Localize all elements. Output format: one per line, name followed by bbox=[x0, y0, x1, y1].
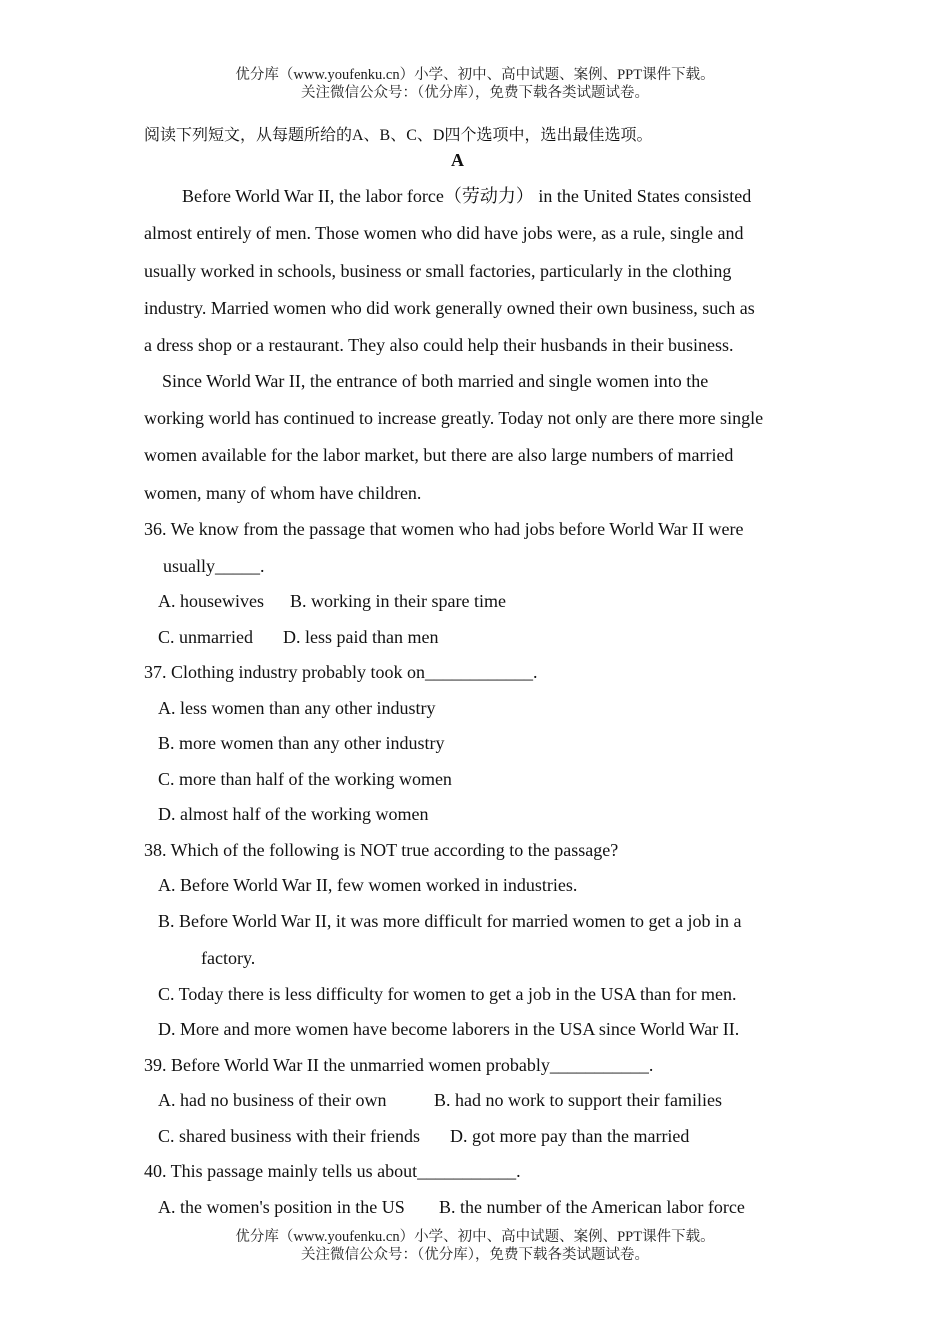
question-36-stem-cont: usually_____. bbox=[163, 556, 265, 576]
question-39-stem: 39. Before World War II the unmarried women probably___________. bbox=[144, 1055, 654, 1075]
q40-option-b[interactable]: B. the number of the American labor force bbox=[439, 1197, 745, 1217]
q37-option-c[interactable]: C. more than half of the working women bbox=[158, 769, 452, 789]
page-footer bbox=[0, 1228, 950, 1264]
passage-line: working world has continued to increase greatly. Today not only are there more single bbox=[144, 408, 764, 428]
passage-line: industry. Married women who did work generally owned their own business, such as bbox=[144, 298, 755, 318]
q36-option-c[interactable]: C. unmarried bbox=[158, 627, 253, 647]
q36-option-b[interactable]: B. working in their spare time bbox=[290, 591, 506, 611]
question-38-stem: 38. Which of the following is NOT true according to the passage? bbox=[144, 840, 619, 860]
q37-option-b[interactable]: B. more women than any other industry bbox=[158, 733, 445, 753]
question-40-options-row-1 bbox=[158, 1196, 745, 1218]
question-39-options-row-2 bbox=[158, 1125, 689, 1147]
q38-option-b-cont: factory. bbox=[201, 948, 256, 968]
q38-option-d[interactable]: D. More and more women have become laborers in the USA since World War II. bbox=[158, 1019, 740, 1039]
passage-line: a dress shop or a restaurant. They also could help their husbands in their business. bbox=[144, 335, 734, 355]
q38-option-b[interactable]: B. Before World War II, it was more difficult for married women to get a job in a bbox=[158, 911, 742, 931]
q39-option-c[interactable]: C. shared business with their friends bbox=[158, 1126, 420, 1146]
passage-line: women, many of whom have children. bbox=[144, 483, 422, 503]
q37-option-a[interactable]: A. less women than any other industry bbox=[158, 698, 436, 718]
question-40-stem: 40. This passage mainly tells us about___________. bbox=[144, 1161, 521, 1181]
header-line-1: 优分库（www.youfenku.cn）小学、初中、高中试题、案例、PPT课件下载。 bbox=[235, 67, 715, 83]
passage-line: usually worked in schools, business or small factories, particularly in the clothing bbox=[144, 261, 732, 281]
question-36-options-row-2 bbox=[158, 626, 438, 648]
question-36-options-row-1 bbox=[158, 590, 506, 612]
q37-option-d[interactable]: D. almost half of the working women bbox=[158, 804, 429, 824]
footer-line-1: 优分库（www.youfenku.cn）小学、初中、高中试题、案例、PPT课件下载。 bbox=[235, 1229, 715, 1245]
page-header bbox=[0, 66, 950, 102]
passage-line: Since World War II, the entrance of both married and single women into the bbox=[162, 371, 709, 391]
q38-option-a[interactable]: A. Before World War II, few women worked in industries. bbox=[158, 875, 578, 895]
passage-line: almost entirely of men. Those women who did have jobs were, as a rule, single and bbox=[144, 223, 744, 243]
q36-option-a[interactable]: A. housewives bbox=[158, 591, 264, 611]
q39-option-a[interactable]: A. had no business of their own bbox=[158, 1090, 387, 1110]
passage-line: Before World War II, the labor force（劳动力） in the United States consisted bbox=[182, 186, 752, 206]
q39-option-b[interactable]: B. had no work to support their families bbox=[434, 1090, 722, 1110]
instruction-text: 阅读下列短文，从每题所给的A、B、C、D四个选项中，选出最佳选项。 bbox=[144, 127, 653, 144]
passage-line: women available for the labor market, but there are also large numbers of married bbox=[144, 445, 734, 465]
q38-option-c[interactable]: C. Today there is less difficulty for women to get a job in the USA than for men. bbox=[158, 984, 737, 1004]
section-heading: A bbox=[451, 150, 464, 170]
header-line-2: 关注微信公众号：（优分库），免费下载各类试题试卷。 bbox=[301, 85, 649, 101]
q36-option-d[interactable]: D. less paid than men bbox=[283, 627, 439, 647]
q39-option-d[interactable]: D. got more pay than the married bbox=[450, 1126, 690, 1146]
question-39-options-row-1 bbox=[158, 1089, 722, 1111]
footer-line-2: 关注微信公众号：（优分库），免费下载各类试题试卷。 bbox=[301, 1247, 649, 1263]
q40-option-a[interactable]: A. the women's position in the US bbox=[158, 1197, 405, 1217]
question-36-stem: 36. We know from the passage that women who had jobs before World War II were bbox=[144, 519, 744, 539]
question-37-stem: 37. Clothing industry probably took on____________. bbox=[144, 662, 538, 682]
